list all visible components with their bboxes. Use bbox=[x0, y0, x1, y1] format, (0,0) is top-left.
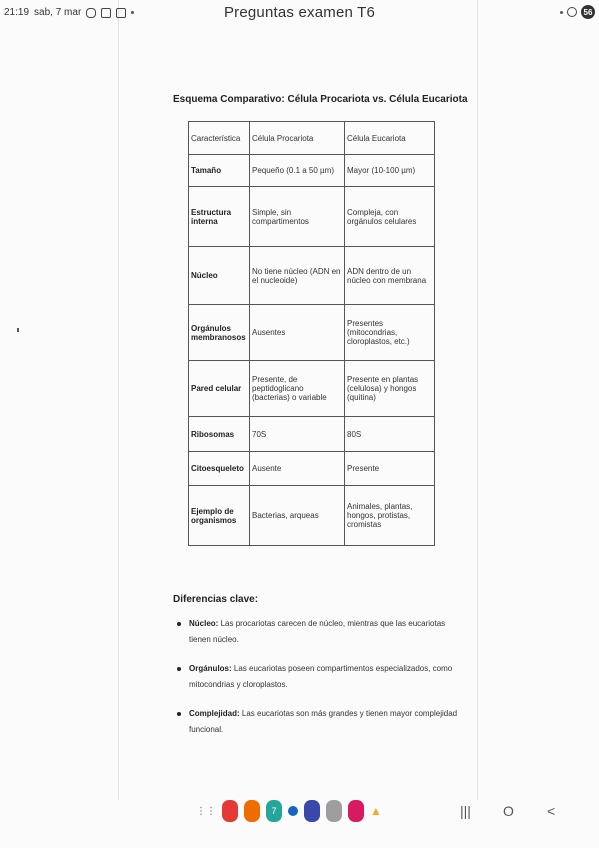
row-feature: Estructura interna bbox=[189, 187, 250, 247]
list-item bbox=[175, 616, 460, 648]
item-text: Las eucariotas poseen compartimentos especializados, como mitocondrias y cloroplastos. bbox=[189, 664, 453, 689]
row-feature: Citoesqueleto bbox=[189, 452, 250, 486]
header-feature: Característica bbox=[189, 122, 250, 155]
differences-list bbox=[175, 616, 460, 751]
app-icon-teal[interactable]: 7 bbox=[266, 800, 282, 822]
app-icon-orange[interactable] bbox=[244, 800, 260, 822]
row-procariota: Ausentes bbox=[250, 305, 345, 361]
item-term: Núcleo: bbox=[189, 619, 219, 628]
row-feature: Ejemplo de organismos bbox=[189, 486, 250, 546]
differences-heading: Diferencias clave: bbox=[173, 594, 259, 605]
apps-grid-icon[interactable]: ⋮⋮ bbox=[196, 805, 216, 817]
page-marker bbox=[17, 328, 19, 332]
row-feature: Núcleo bbox=[189, 247, 250, 305]
table-row bbox=[189, 247, 435, 305]
row-procariota: No tiene núcleo (ADN en el nucleoide) bbox=[250, 247, 345, 305]
row-feature: Orgánulos membranosos bbox=[189, 305, 250, 361]
row-procariota: Pequeño (0.1 a 50 µm) bbox=[250, 155, 345, 187]
drive-icon[interactable]: ▲ bbox=[370, 804, 382, 818]
item-term: Orgánulos: bbox=[189, 664, 232, 673]
row-eucariota: Presentes (mitocondrias, cloroplastos, etc.) bbox=[345, 305, 435, 361]
page-edge-right bbox=[477, 0, 478, 800]
row-feature: Ribosomas bbox=[189, 417, 250, 452]
row-eucariota: Mayor (10-100 µm) bbox=[345, 155, 435, 187]
row-eucariota: Presente bbox=[345, 452, 435, 486]
table-header-row bbox=[189, 122, 435, 155]
app-icon-blue[interactable] bbox=[304, 800, 320, 822]
chat-icon[interactable] bbox=[288, 806, 298, 816]
row-eucariota: Compleja, con orgánulos celulares bbox=[345, 187, 435, 247]
table-row bbox=[189, 155, 435, 187]
table-row bbox=[189, 305, 435, 361]
app-icon-pink[interactable] bbox=[348, 800, 364, 822]
row-procariota: Bacterias, arqueas bbox=[250, 486, 345, 546]
row-feature: Pared celular bbox=[189, 361, 250, 417]
table-row bbox=[189, 452, 435, 486]
document-title: Preguntas examen T6 bbox=[223, 4, 376, 21]
row-procariota: 70S bbox=[250, 417, 345, 452]
table-heading: Esquema Comparativo: Célula Procariota vs. Célula Eucariota bbox=[173, 94, 468, 105]
app-icon-red[interactable] bbox=[222, 800, 238, 822]
back-button[interactable]: < bbox=[547, 803, 556, 819]
table-row bbox=[189, 417, 435, 452]
row-feature: Tamaño bbox=[189, 155, 250, 187]
comparison-table bbox=[188, 121, 435, 546]
row-eucariota: ADN dentro de un núcleo con membrana bbox=[345, 247, 435, 305]
row-eucariota: 80S bbox=[345, 417, 435, 452]
row-procariota: Simple, sin compartimentos bbox=[250, 187, 345, 247]
app-dock bbox=[196, 800, 382, 822]
battery-level: 56 bbox=[581, 5, 595, 19]
table-row bbox=[189, 187, 435, 247]
row-eucariota: Presente en plantas (celulosa) y hongos (quitina) bbox=[345, 361, 435, 417]
list-item bbox=[175, 706, 460, 738]
table-row bbox=[189, 486, 435, 546]
item-text: Las eucariotas son más grandes y tienen mayor complejidad funcional. bbox=[189, 709, 458, 734]
status-date: sab, 7 mar bbox=[34, 7, 82, 18]
row-eucariota: Animales, plantas, hongos, protistas, cromistas bbox=[345, 486, 435, 546]
list-item bbox=[175, 661, 460, 693]
status-time: 21:19 bbox=[4, 7, 30, 18]
home-button[interactable]: O bbox=[503, 803, 514, 819]
header-procariota: Célula Procariota bbox=[250, 122, 345, 155]
app-icon-gray[interactable] bbox=[326, 800, 342, 822]
row-procariota: Presente, de peptidoglicano (bacterias) o variable bbox=[250, 361, 345, 417]
page-edge-left bbox=[118, 0, 119, 800]
item-term: Complejidad: bbox=[189, 709, 240, 718]
header-eucariota: Célula Eucariota bbox=[345, 122, 435, 155]
row-procariota: Ausente bbox=[250, 452, 345, 486]
recents-button[interactable]: ||| bbox=[460, 803, 471, 819]
table-row bbox=[189, 361, 435, 417]
item-text: Las procariotas carecen de núcleo, mientras que las eucariotas tienen núcleo. bbox=[189, 619, 446, 644]
